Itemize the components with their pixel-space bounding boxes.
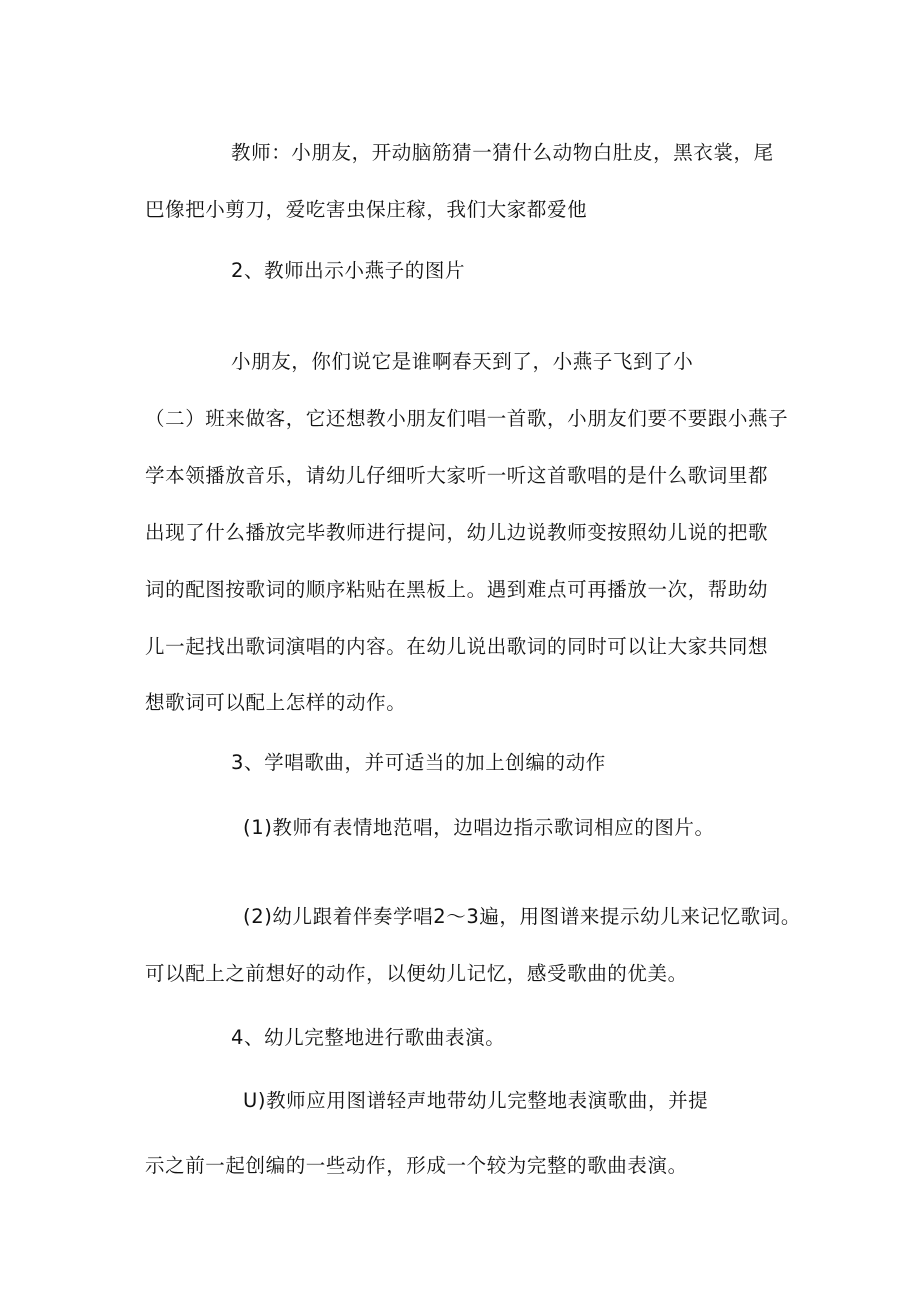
- substep-2: (2)幼儿跟着伴奏学唱2～3遍，用图谱来提示幼儿来记忆歌词。: [243, 905, 801, 928]
- step-heading-3: 3、学唱歌曲，并可适当的加上创编的动作: [231, 751, 606, 774]
- substep-1: (1)教师有表情地范唱，边唱边指示歌词相应的图片。: [243, 816, 715, 839]
- paragraph-line-riddle-cont: 巴像把小剪刀，爱吃害虫保庄稼，我们大家都爱他: [145, 198, 588, 221]
- paragraph-line-intro-5: 词的配图按歌词的顺序粘贴在黑板上。遇到难点可再播放一次，帮助幼: [145, 578, 769, 601]
- paragraph-line-riddle: 教师：小朋友，开动脑筋猜一猜什么动物白肚皮，黑衣裳，尾: [231, 141, 774, 164]
- substep-4-1: U)教师应用图谱轻声地带幼儿完整地表演歌曲，并提: [243, 1089, 709, 1112]
- paragraph-line-intro: 小朋友，你们说它是谁啊春天到了，小燕子飞到了小: [231, 350, 694, 373]
- step-heading-2: 2、教师出示小燕子的图片: [231, 259, 466, 282]
- paragraph-line-intro-2: （二）班来做客，它还想教小朋友们唱一首歌，小朋友们要不要跟小燕子: [145, 407, 789, 430]
- paragraph-line-intro-3: 学本领播放音乐，请幼儿仔细听大家听一听这首歌唱的是什么歌词里都: [145, 464, 769, 487]
- substep-4-1-cont: 示之前一起创编的一些动作，形成一个较为完整的歌曲表演。: [145, 1154, 688, 1177]
- paragraph-line-intro-7: 想歌词可以配上怎样的动作。: [145, 691, 407, 714]
- paragraph-line-intro-4: 出现了什么播放完毕教师进行提问，幼儿边说教师变按照幼儿说的把歌: [145, 521, 769, 544]
- substep-2-cont: 可以配上之前想好的动作，以便幼儿记忆，感受歌曲的优美。: [145, 962, 688, 985]
- step-heading-4: 4、幼儿完整地进行歌曲表演。: [231, 1026, 506, 1049]
- paragraph-line-intro-6: 儿一起找出歌词演唱的内容。在幼儿说出歌词的同时可以让大家共同想: [145, 635, 769, 658]
